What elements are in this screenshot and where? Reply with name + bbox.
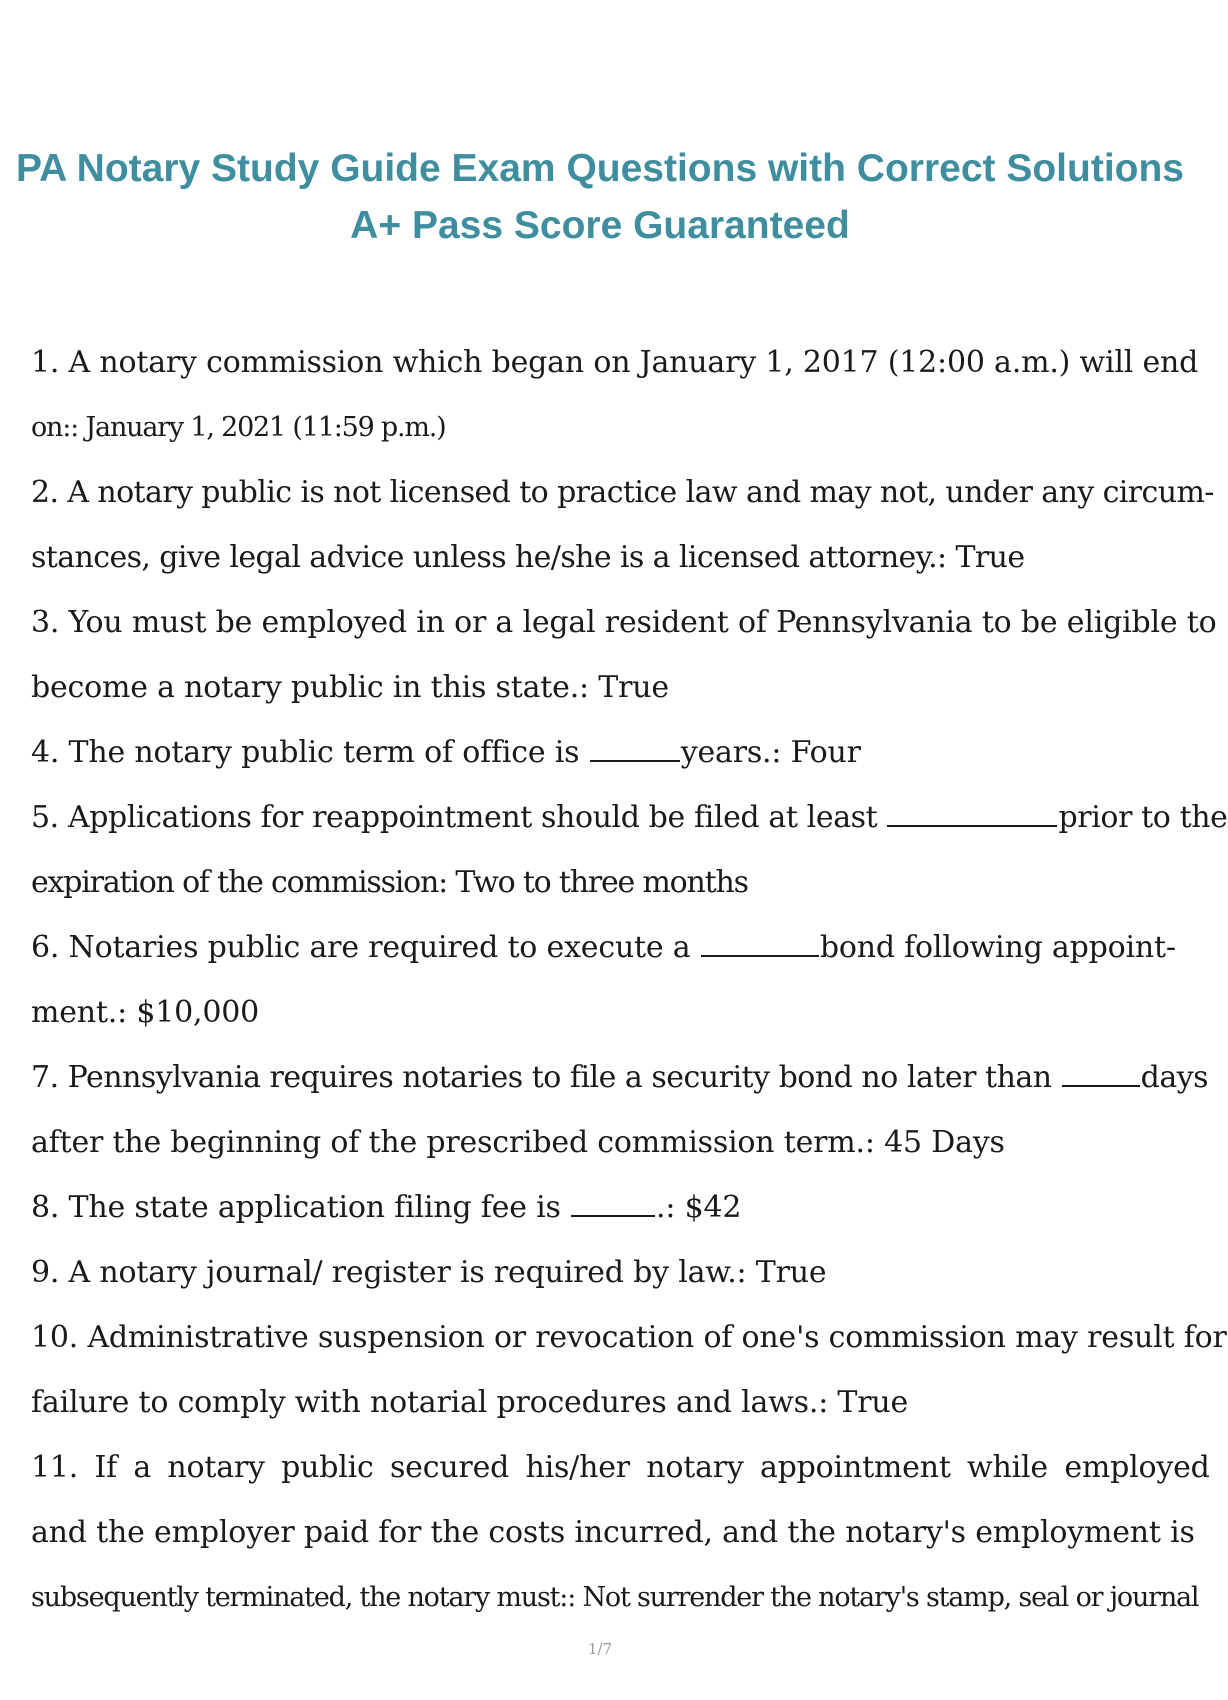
title-line-2: A+ Pass Score Guaranteed <box>350 204 850 247</box>
question-6-line-1 <box>31 915 1181 980</box>
answer-blank <box>571 1189 655 1217</box>
question-10-line-2: failure to comply with notarial procedures and laws.: True <box>31 1385 909 1420</box>
question-1-line-2: on:: January 1, 2021 (11:59 p.m.) <box>31 412 446 443</box>
question-7-text-before: 7. Pennsylvania requires notaries to file a security bond no later than <box>31 1060 1061 1095</box>
question-2-line-1: 2. A notary public is not licensed to practice law and may not, under any circum- <box>31 475 1214 510</box>
question-5-line-2: expiration of the commission: Two to three months <box>31 865 748 900</box>
question-5-text-before: 5. Applications for reappointment should be filed at least <box>31 800 887 835</box>
document-title <box>0 140 1200 254</box>
question-6-text-after: bond following appoint- <box>819 930 1176 965</box>
question-4-text-before: 4. The notary public term of office is <box>31 735 589 770</box>
question-5-line-1 <box>31 785 1228 850</box>
question-8-text-after: .: $42 <box>656 1190 742 1225</box>
title-line-1: PA Notary Study Guide Exam Questions with Correct Solutions <box>15 147 1184 190</box>
question-7-line-2: after the beginning of the prescribed commission term.: 45 Days <box>31 1125 1005 1160</box>
answer-blank <box>590 734 680 762</box>
question-8 <box>31 1175 1181 1240</box>
answer-blank <box>887 799 1057 827</box>
question-2-line-2: stances, give legal advice unless he/she is a licensed attorney.: True <box>31 540 1025 575</box>
question-1-line-1: 1. A notary commission which began on January 1, 2017 (12:00 a.m.) will end <box>31 345 1199 380</box>
question-8-text-before: 8. The state application filing fee is <box>31 1190 571 1225</box>
question-4 <box>31 720 1181 785</box>
question-11-line-3: subsequently terminated, the notary must:: Not surrender the notary's stamp, seal or journal <box>31 1582 1199 1613</box>
question-list <box>31 330 1228 1630</box>
question-9: 9. A notary journal/ register is required by law.: True <box>31 1255 827 1290</box>
question-11-line-2: and the employer paid for the costs incurred, and the notary's employment is <box>31 1515 1195 1550</box>
question-3-line-1: 3. You must be employed in or a legal resident of Pennsylvania to be eligible to <box>31 605 1217 640</box>
question-6-line-2: ment.: $10,000 <box>31 995 260 1030</box>
page-number: 1/7 <box>587 1640 613 1658</box>
answer-blank <box>701 929 819 957</box>
question-7-text-after: days <box>1140 1060 1209 1095</box>
question-7-line-1 <box>31 1045 1209 1110</box>
question-6-text-before: 6. Notaries public are required to execute a <box>31 930 700 965</box>
question-3-line-2: become a notary public in this state.: True <box>31 670 669 705</box>
question-11-line-1: 11. If a notary public secured his/her notary appointment while employed <box>31 1450 1210 1485</box>
question-5-text-after: prior to the <box>1058 800 1228 835</box>
question-10-line-1: 10. Administrative suspension or revocation of one's commission may result for <box>31 1320 1227 1355</box>
answer-blank <box>1062 1059 1140 1087</box>
question-4-text-after: years.: Four <box>680 735 861 770</box>
